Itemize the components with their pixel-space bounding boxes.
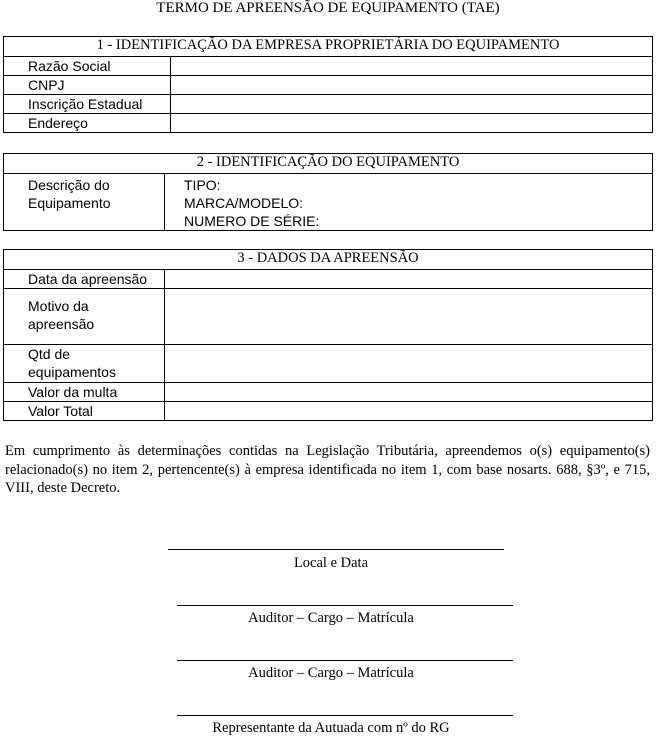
valor-total-label: Valor Total (4, 402, 165, 421)
valor-multa-label: Valor da multa (4, 383, 165, 402)
local-data-signature-line (168, 549, 504, 550)
motivo-apreensao-label-line1: Motivo da (28, 298, 89, 314)
auditor-2-label: Auditor – Cargo – Matrícula (248, 665, 414, 681)
endereco-label: Endereço (4, 114, 171, 133)
inscricao-estadual-field[interactable] (171, 95, 653, 114)
motivo-apreensao-label-line2: apreensão (28, 316, 95, 332)
motivo-apreensao-label (4, 289, 165, 345)
data-apreensao-label: Data da apreensão (4, 270, 165, 289)
auditor-2-signature-line (177, 660, 513, 661)
section-3-heading: 3 - DADOS DA APREENSÃO (4, 250, 653, 270)
motivo-apreensao-field[interactable] (165, 289, 653, 345)
equipment-identification-table (3, 153, 653, 231)
representante-signature-line (177, 715, 513, 716)
equipment-description-label-line2: Equipamento (28, 195, 111, 211)
marca-modelo-label: MARCA/MODELO: (184, 195, 304, 211)
valor-multa-field[interactable] (165, 383, 653, 402)
tipo-label: TIPO: (184, 177, 221, 193)
qtd-equipamentos-label-line1: Qtd de (28, 346, 71, 362)
cnpj-label: CNPJ (4, 76, 171, 95)
razao-social-field[interactable] (171, 57, 653, 76)
inscricao-estadual-label: Inscrição Estadual (4, 95, 171, 114)
seizure-data-table (3, 249, 653, 421)
data-apreensao-field[interactable] (165, 270, 653, 289)
company-identification-table (3, 36, 653, 133)
legal-paragraph: Em cumprimento às determinações contidas na Legislação Tributária, apreendemos o(s) equipamento(s) relacionado(s) no item 2, pertencente(s) à empresa identificada no item 1, com base nosarts. 688, §3º, e 715, VIII, deste Decreto. (5, 443, 650, 496)
local-data-label: Local e Data (293, 555, 369, 571)
equipment-details-field[interactable] (165, 174, 653, 231)
representante-label: Representante da Autuada com nº do RG (212, 720, 450, 736)
qtd-equipamentos-field[interactable] (165, 345, 653, 383)
razao-social-label: Razão Social (4, 57, 171, 76)
qtd-equipamentos-label-line2: equipamentos (28, 364, 116, 380)
section-2-heading: 2 - IDENTIFICAÇÃO DO EQUIPAMENTO (4, 154, 653, 174)
document-title: TERMO DE APREENSÃO DE EQUIPAMENTO (TAE) (156, 0, 500, 16)
section-1-heading: 1 - IDENTIFICAÇÃO DA EMPRESA PROPRIETÁRIA DO EQUIPAMENTO (4, 37, 653, 57)
auditor-1-signature-line (177, 605, 513, 606)
valor-total-field[interactable] (165, 402, 653, 421)
equipment-description-label (4, 174, 165, 231)
qtd-equipamentos-label (4, 345, 165, 383)
cnpj-field[interactable] (171, 76, 653, 95)
equipment-description-label-line1: Descrição do (28, 177, 110, 193)
auditor-1-label: Auditor – Cargo – Matrícula (248, 610, 414, 626)
endereco-field[interactable] (171, 114, 653, 133)
numero-serie-label: NUMERO DE SÉRIE: (184, 213, 320, 229)
